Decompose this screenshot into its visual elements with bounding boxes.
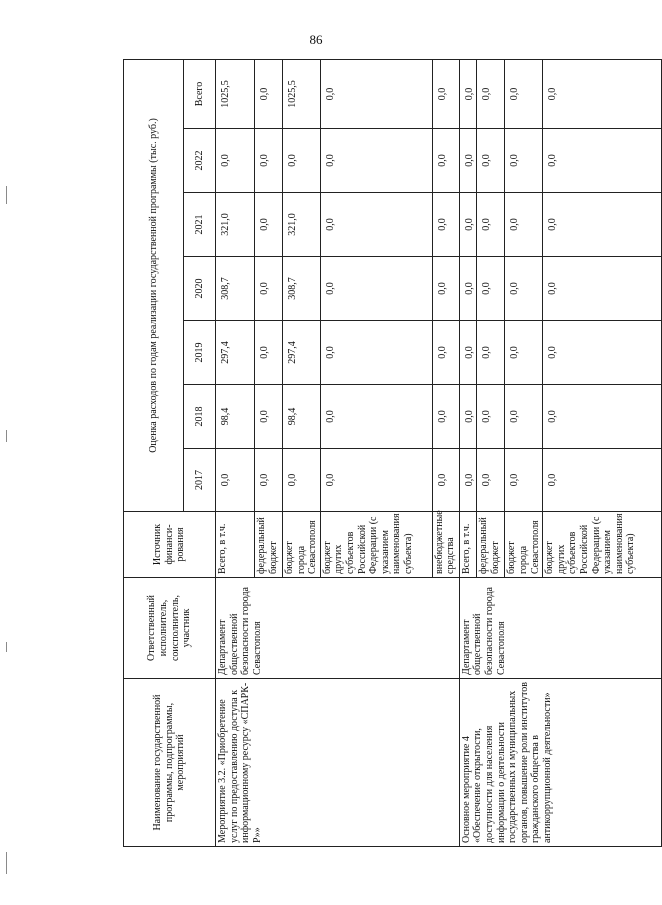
total-cell: 1025,5: [216, 59, 255, 128]
value-cell: 0,0: [477, 449, 505, 512]
program-name-cell: Основное мероприятие 4 «Обеспечение открытости, доступности для населения информации о деятельности государственных и муниципальных органов, повышение роли институтов гражданского общества в антикоррупционной деятельности»: [459, 679, 661, 847]
value-cell: 0,0: [505, 449, 543, 512]
value-cell: 0,0: [432, 257, 459, 321]
value-cell: 0,0: [432, 321, 459, 385]
value-cell: 0,0: [459, 257, 477, 321]
value-cell: 0,0: [459, 321, 477, 385]
value-cell: 98,4: [283, 385, 321, 449]
source-cell: федеральный бюджет: [255, 512, 283, 578]
table-row: [216, 59, 255, 846]
total-cell: 0,0: [255, 59, 283, 128]
value-cell: 0,0: [255, 193, 283, 257]
source-cell: Всего, в т.ч.: [459, 512, 477, 578]
source-cell: бюджет других субъектов Российской Федерации (с указанием наименования субъекта): [543, 512, 662, 578]
value-cell: 0,0: [432, 129, 459, 193]
value-cell: 0,0: [543, 257, 662, 321]
header-executor: Ответственный исполнитель, соисполнитель, участник: [124, 578, 216, 679]
header-name: Наименование государственной программы, подпрограммы, мероприятий: [124, 679, 216, 847]
value-cell: 0,0: [477, 193, 505, 257]
header-estimate: Оценка расходов по годам реализации государственной программы (тыс. руб.): [124, 59, 184, 511]
value-cell: 0,0: [255, 385, 283, 449]
value-cell: 0,0: [432, 193, 459, 257]
value-cell: 0,0: [255, 257, 283, 321]
value-cell: 0,0: [216, 129, 255, 193]
value-cell: 0,0: [432, 449, 459, 512]
value-cell: 308,7: [216, 257, 255, 321]
value-cell: 0,0: [255, 449, 283, 512]
executor-cell: Департамент общественной безопасности города Севастополя: [216, 578, 460, 679]
table-header-row: [124, 59, 184, 846]
value-cell: 0,0: [459, 385, 477, 449]
total-cell: 1025,5: [283, 59, 321, 128]
value-cell: 0,0: [320, 321, 432, 385]
total-cell: 0,0: [432, 59, 459, 128]
value-cell: 0,0: [320, 385, 432, 449]
source-cell: федеральный бюджет: [477, 512, 505, 578]
table-row: [459, 59, 477, 846]
value-cell: 0,0: [477, 129, 505, 193]
value-cell: 0,0: [543, 193, 662, 257]
value-cell: 98,4: [216, 385, 255, 449]
scan-artifact-mark: [6, 430, 7, 442]
header-source: Источник финанси-рования: [124, 512, 216, 578]
header-year-2021: 2021: [184, 193, 216, 257]
value-cell: 0,0: [459, 129, 477, 193]
value-cell: 0,0: [543, 449, 662, 512]
source-cell: Всего, в т.ч.: [216, 512, 255, 578]
value-cell: 0,0: [543, 129, 662, 193]
header-year-2020: 2020: [184, 257, 216, 321]
rotated-table-container: [123, 60, 637, 847]
header-year-2022: 2022: [184, 129, 216, 193]
source-cell: внебюджетные средства: [432, 512, 459, 578]
value-cell: 0,0: [255, 129, 283, 193]
value-cell: 321,0: [216, 193, 255, 257]
value-cell: 0,0: [283, 129, 321, 193]
total-cell: 0,0: [477, 59, 505, 128]
value-cell: 0,0: [477, 385, 505, 449]
value-cell: 0,0: [477, 321, 505, 385]
value-cell: 0,0: [543, 321, 662, 385]
page-number: 86: [309, 32, 323, 47]
header-year-2018: 2018: [184, 385, 216, 449]
value-cell: 308,7: [283, 257, 321, 321]
scan-artifact-mark: [6, 852, 7, 874]
value-cell: 0,0: [216, 449, 255, 512]
budget-table: [123, 59, 662, 847]
value-cell: 0,0: [283, 449, 321, 512]
header-year-2017: 2017: [184, 449, 216, 512]
program-name-cell: Мероприятие 3.2. «Приобретение услуг по предоставлению доступа к информационному ресурсу «СПАРК-Р»»: [216, 679, 460, 847]
value-cell: 0,0: [505, 193, 543, 257]
value-cell: 0,0: [543, 385, 662, 449]
source-cell: бюджет других субъектов Российской Федерации (с указанием наименования субъекта): [320, 512, 432, 578]
value-cell: 0,0: [320, 129, 432, 193]
value-cell: 321,0: [283, 193, 321, 257]
value-cell: 0,0: [432, 385, 459, 449]
total-cell: 0,0: [459, 59, 477, 128]
value-cell: 0,0: [320, 257, 432, 321]
header-year-2019: 2019: [184, 321, 216, 385]
budget-table-area: [123, 60, 637, 847]
total-cell: 0,0: [543, 59, 662, 128]
executor-cell: Департамент общественной безопасности города Севастополя: [459, 578, 661, 679]
value-cell: 0,0: [505, 129, 543, 193]
total-cell: 0,0: [320, 59, 432, 128]
scan-artifact-mark: [6, 642, 7, 652]
value-cell: 0,0: [477, 257, 505, 321]
value-cell: 0,0: [505, 321, 543, 385]
value-cell: 297,4: [283, 321, 321, 385]
value-cell: 0,0: [320, 449, 432, 512]
scan-artifact-mark: [6, 186, 7, 204]
value-cell: 0,0: [459, 193, 477, 257]
value-cell: 0,0: [320, 193, 432, 257]
total-cell: 0,0: [505, 59, 543, 128]
header-total: Всего: [184, 59, 216, 128]
value-cell: 0,0: [505, 257, 543, 321]
value-cell: 0,0: [255, 321, 283, 385]
source-cell: бюджет города Севастополя: [505, 512, 543, 578]
value-cell: 0,0: [459, 449, 477, 512]
value-cell: 297,4: [216, 321, 255, 385]
source-cell: бюджет города Севастополя: [283, 512, 321, 578]
value-cell: 0,0: [505, 385, 543, 449]
